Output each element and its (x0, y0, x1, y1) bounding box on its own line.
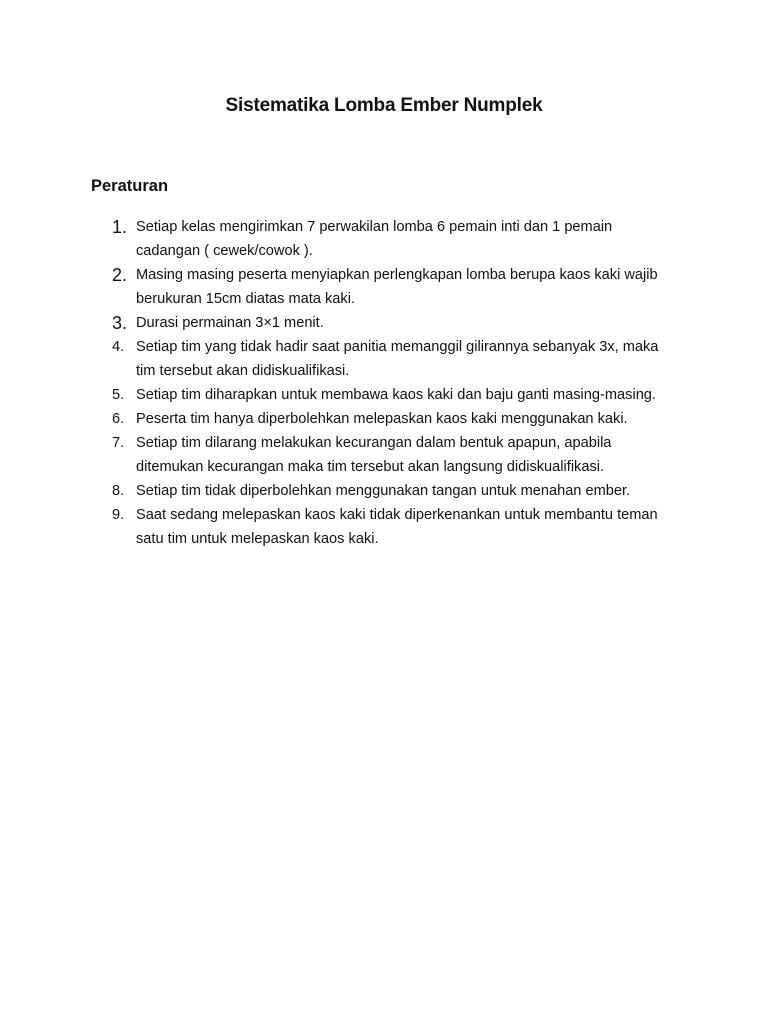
document-title: Sistematika Lomba Ember Numplek (225, 95, 543, 116)
rule-text: Peserta tim hanya diperbolehkan melepaskan kaos kaki menggunakan kaki. (136, 411, 628, 427)
rule-item (108, 215, 678, 263)
rule-item (108, 335, 678, 383)
rule-item (108, 383, 678, 407)
section-heading: Peraturan (91, 177, 169, 195)
rule-item (108, 263, 678, 311)
rule-number: 2. (112, 265, 128, 285)
rule-item (108, 407, 678, 431)
rule-item (108, 503, 678, 551)
rule-text: Setiap tim dilarang melakukan kecurangan dalam bentuk apapun, apabila ditemukan kecurangan maka tim tersebut akan langsung didiskualifikasi. (136, 435, 612, 475)
rule-text: Masing masing peserta menyiapkan perlengkapan lomba berupa kaos kaki wajib berukuran 15cm diatas mata kaki. (136, 267, 658, 307)
rule-item (108, 311, 678, 335)
rule-number: 8. (112, 483, 125, 499)
rule-text: Setiap tim tidak diperbolehkan menggunakan tangan untuk menahan ember. (136, 483, 631, 499)
rule-number: 3. (112, 313, 128, 333)
rule-number: 5. (112, 387, 125, 403)
rule-text: Setiap tim diharapkan untuk membawa kaos kaki dan baju ganti masing-masing. (136, 387, 656, 403)
rule-number: 1. (112, 217, 128, 237)
rule-item (108, 431, 678, 479)
rules-list (108, 215, 678, 551)
rule-item (108, 479, 678, 503)
rule-number: 7. (112, 435, 125, 451)
rule-text: Setiap tim yang tidak hadir saat panitia memanggil gilirannya sebanyak 3x, maka tim tersebut akan didiskualifikasi. (136, 339, 659, 379)
rule-number: 4. (112, 339, 125, 355)
rule-text: Setiap kelas mengirimkan 7 perwakilan lomba 6 pemain inti dan 1 pemain cadangan ( cewek/cowok ). (136, 219, 613, 259)
rule-number: 9. (112, 507, 125, 523)
rule-number: 6. (112, 411, 125, 427)
rule-text: Saat sedang melepaskan kaos kaki tidak diperkenankan untuk membantu teman satu tim untuk melepaskan kaos kaki. (136, 507, 658, 547)
rule-text: Durasi permainan 3×1 menit. (136, 315, 324, 331)
